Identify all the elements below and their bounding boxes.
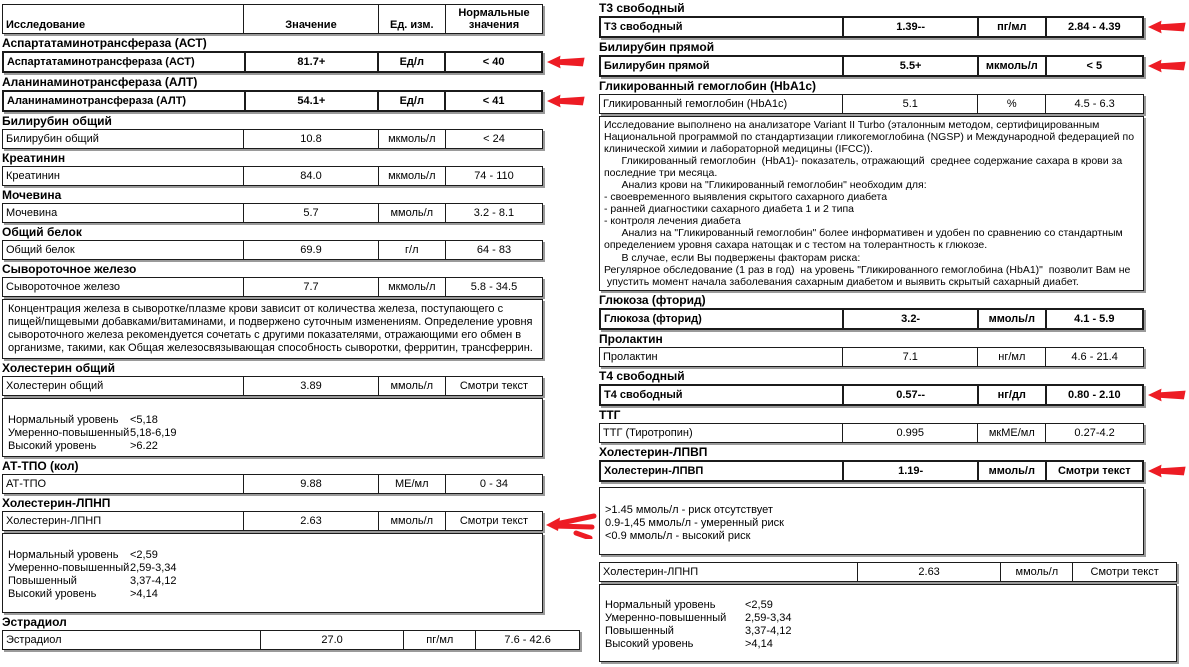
test-name: Билирубин общий	[6, 133, 99, 145]
level-label: Умеренно-повышенный	[8, 427, 130, 439]
level-value: >4,14	[745, 637, 773, 650]
section-title: Билирубин общий	[2, 114, 112, 128]
test-value: 7.1	[842, 348, 977, 366]
test-unit: ммоль/л	[977, 310, 1045, 328]
result-row	[2, 166, 543, 186]
section-title: Холестерин общий	[2, 361, 115, 375]
level-label: Повышенный	[605, 624, 674, 637]
section-title: Т3 свободный	[599, 1, 685, 15]
test-name: Сывороточное железо	[6, 281, 121, 293]
note-line: - ранней диагностики сахарного диабета 1 и 2 типа	[604, 203, 854, 216]
test-unit: ммоль/л	[378, 377, 445, 395]
section-title: Креатинин	[2, 151, 66, 165]
level-line	[8, 440, 537, 453]
section-title: Холестерин-ЛПНП	[2, 496, 111, 510]
test-range: < 24	[445, 130, 542, 148]
level-label: Умеренно-повышенный	[605, 611, 727, 624]
abnormal-flag-arrow-icon	[546, 55, 586, 69]
test-value: 54.1+	[244, 92, 378, 110]
level-label: Высокий уровень	[8, 440, 97, 452]
section-title: Билирубин прямой	[599, 40, 715, 54]
test-value: 1.39--	[842, 18, 977, 36]
test-value: 1.19-	[842, 462, 977, 480]
test-value: 5.5+	[842, 57, 977, 75]
test-value: 9.88	[243, 475, 377, 493]
level-label: Высокий уровень	[605, 637, 694, 650]
test-name: Креатинин	[6, 170, 60, 182]
test-name: Холестерин-ЛПНП	[6, 515, 102, 527]
result-row	[2, 376, 543, 396]
section-title: Аланинаминотрансфераза (АЛТ)	[2, 75, 198, 89]
test-value: 2.63	[857, 563, 1000, 581]
result-row	[2, 240, 543, 260]
note-line: Анализ на "Гликированный гемоглобин" более информативен и удобен по сравнению со стандартным	[604, 227, 1123, 240]
level-label: Нормальный уровень	[605, 598, 716, 611]
test-unit: мкмоль/л	[378, 278, 445, 296]
level-line	[605, 599, 1171, 612]
level-label: Высокий уровень	[8, 588, 97, 600]
test-name: АТ-ТПО	[6, 478, 47, 490]
level-line	[605, 625, 1171, 638]
note-box	[599, 487, 1144, 555]
section-title: АТ-ТПО (кол)	[2, 459, 79, 473]
level-line	[8, 562, 537, 575]
note-line: - контроля лечения диабета	[604, 215, 741, 228]
test-unit: %	[977, 95, 1045, 113]
abnormal-flag-arrow-icon	[544, 511, 598, 539]
note-box	[599, 584, 1177, 662]
level-line	[8, 427, 537, 440]
result-row	[2, 129, 543, 149]
abnormal-flag-arrow-icon	[546, 94, 586, 108]
section-title: Холестерин-ЛПВП	[599, 444, 708, 459]
test-value: 0.995	[842, 424, 977, 442]
test-range: 5.8 - 34.5	[445, 278, 542, 296]
test-unit: пг/мл	[977, 18, 1045, 36]
note-line: <0.9 ммоль/л - высокий риск	[605, 529, 751, 542]
level-value: 3,37-4,12	[130, 575, 177, 587]
section-title: Пролактин	[599, 331, 663, 346]
result-row	[599, 423, 1144, 443]
test-name: Т3 свободный	[604, 21, 683, 33]
test-unit: мкмоль/л	[977, 57, 1045, 75]
test-name: Мочевина	[6, 207, 58, 219]
note-line: организме, такими, как Общая железосвязывающая способность сыворотки, ферритин, трансферрин.	[8, 342, 533, 354]
test-range: < 40	[444, 53, 541, 71]
note-line: В случае, если Вы подвержены факторам риска:	[604, 251, 861, 264]
level-line	[605, 638, 1171, 651]
test-range: 0 - 34	[445, 475, 542, 493]
test-unit: ммоль/л	[378, 512, 445, 530]
result-row	[2, 51, 543, 73]
note-line: - своевременного выявления скрытого сахарного диабета	[604, 191, 888, 204]
note-box	[2, 299, 543, 359]
test-value: 5.1	[842, 95, 977, 113]
test-name: Эстрадиол	[6, 634, 62, 646]
test-value: 7.7	[243, 278, 377, 296]
level-value: >4,14	[130, 588, 158, 600]
result-row	[2, 277, 543, 297]
test-value: 27.0	[260, 631, 403, 649]
test-range: 4.1 - 5.9	[1045, 310, 1142, 328]
test-value: 3.2-	[842, 310, 977, 328]
section-title: Глюкоза (фторид)	[599, 292, 706, 307]
section-title: ТТГ	[599, 407, 621, 422]
section-title: Эстрадиол	[2, 615, 67, 629]
result-row	[599, 347, 1144, 367]
note-line: последние три месяца.	[604, 167, 718, 180]
result-row	[599, 55, 1144, 77]
note-line: Гликированный гемоглобин (HbA1)- показатель, отражающий среднее содержание сахара в крови за	[604, 155, 1123, 168]
note-line: клинической химии и лабораторной медицины (IFCC)).	[604, 143, 873, 156]
note-line: сывороточного железа рекомендуется сочетать с другими показателями, отражающими его обмен в	[8, 329, 522, 341]
test-name: Пролактин	[603, 350, 658, 363]
test-value: 81.7+	[244, 53, 378, 71]
lab-report-left-column	[2, 0, 594, 652]
note-line: Анализ крови на "Гликированный гемоглобин" необходим для:	[604, 179, 927, 192]
test-name: Аспартатаминотрансфераза (АСТ)	[7, 56, 195, 68]
note-line: пищей/пищевыми добавками/витаминами, и подвержено суточным изменениям. Определение уровня	[8, 316, 533, 328]
result-row	[599, 94, 1144, 114]
level-label: Нормальный уровень	[8, 414, 119, 426]
test-value: 5.7	[243, 204, 377, 222]
section-title: Аспартатаминотрансфераза (АСТ)	[2, 36, 207, 50]
level-line	[8, 588, 537, 601]
test-range: 7.6 - 42.6	[475, 631, 579, 649]
abnormal-flag-arrow-icon	[1147, 464, 1187, 478]
level-value: <2,59	[745, 598, 773, 611]
test-name: Холестерин-ЛПВП	[604, 464, 704, 477]
result-row	[599, 460, 1144, 482]
test-unit: пг/мл	[403, 631, 475, 649]
section-title: Мочевина	[2, 188, 62, 202]
header-col-value: Значение	[243, 5, 377, 33]
level-line	[8, 575, 537, 588]
test-name: Холестерин общий	[6, 380, 104, 392]
test-name: Холестерин-ЛПНП	[603, 565, 699, 578]
note-box	[2, 533, 543, 613]
test-value: 0.57--	[842, 386, 977, 404]
section-title: Т4 свободный	[599, 368, 685, 383]
result-row	[599, 308, 1144, 330]
test-unit: ммоль/л	[1000, 563, 1072, 581]
note-line: Концентрация железа в сыворотке/плазме крови зависит от количества железа, поступающего с	[8, 303, 504, 315]
section-title: Общий белок	[2, 225, 82, 239]
lab-report-right-column	[599, 0, 1189, 664]
test-range: < 41	[444, 92, 541, 110]
test-range: 0.27-4.2	[1045, 424, 1143, 442]
test-name: ТТГ (Тиротропин)	[603, 426, 693, 439]
result-row	[599, 562, 1177, 582]
abnormal-flag-arrow-icon	[1147, 59, 1187, 73]
level-label: Повышенный	[8, 575, 77, 587]
note-box	[2, 398, 543, 457]
note-line: определением уровня сахара натощак и с тестом на толерантность к глюкозе.	[604, 239, 988, 252]
level-value: 2,59-3,34	[130, 562, 177, 574]
header-col-test: Исследование	[6, 19, 86, 31]
abnormal-flag-arrow-icon	[1147, 388, 1187, 402]
test-unit: нг/мл	[977, 348, 1045, 366]
test-name: Билирубин прямой	[604, 60, 710, 72]
test-unit: ммоль/л	[977, 462, 1045, 480]
test-range: < 5	[1045, 57, 1142, 75]
level-label: Умеренно-повышенный	[8, 562, 130, 574]
test-name: Аланинаминотрансфераза (АЛТ)	[7, 95, 187, 107]
note-line: Регулярное обследование (1 раз в год) на уровень "Гликированного гемоглобина (HbA1)" позволит Вам не	[604, 263, 1131, 276]
test-value: 10.8	[243, 130, 377, 148]
level-value: 3,37-4,12	[745, 624, 792, 637]
test-unit: Ед/л	[377, 92, 444, 110]
test-range: 3.2 - 8.1	[445, 204, 542, 222]
note-line: упустить момент начала заболевания сахарным диабетом и выявить скрытый сахарный диабет.	[604, 275, 1079, 288]
level-value: <2,59	[130, 549, 158, 561]
test-range: 4.5 - 6.3	[1045, 95, 1143, 113]
note-line: >1.45 ммоль/л - риск отсутствует	[605, 503, 773, 516]
level-value: >6.22	[130, 440, 158, 452]
test-name: Гликированный гемоглобин (HbA1c)	[603, 98, 788, 110]
note-box	[599, 116, 1144, 291]
abnormal-flag-arrow-icon	[1147, 20, 1187, 34]
test-range: Смотри текст	[1045, 462, 1142, 480]
level-label: Нормальный уровень	[8, 549, 119, 561]
level-value: 5,18-6,19	[130, 427, 177, 439]
note-line: 0.9-1,45 ммоль/л - умеренный риск	[605, 516, 784, 529]
test-range: 64 - 83	[445, 241, 542, 259]
test-name: Общий белок	[6, 244, 75, 256]
level-value: <5,18	[130, 414, 158, 426]
test-value: 69.9	[243, 241, 377, 259]
test-range: 2.84 - 4.39	[1045, 18, 1142, 36]
level-value: 2,59-3,34	[745, 611, 792, 624]
test-range: Смотри текст	[1072, 563, 1176, 581]
result-row	[2, 203, 543, 223]
result-row	[2, 511, 543, 531]
test-name: Т4 свободный	[604, 388, 683, 401]
test-range: 0.80 - 2.10	[1045, 386, 1142, 404]
result-row	[2, 474, 543, 494]
test-value: 3.89	[243, 377, 377, 395]
result-row	[2, 630, 580, 650]
test-range: Смотри текст	[445, 512, 542, 530]
section-title: Сывороточное железо	[2, 262, 137, 276]
level-line	[8, 414, 537, 427]
level-line	[605, 612, 1171, 625]
section-title: Гликированный гемоглобин (HbA1c)	[599, 79, 817, 93]
results-table-header-row	[2, 4, 543, 34]
test-unit: Ед/л	[377, 53, 444, 71]
test-name: Глюкоза (фторид)	[604, 312, 702, 325]
test-unit: мкМЕ/мл	[977, 424, 1045, 442]
test-unit: мкмоль/л	[378, 130, 445, 148]
test-value: 2.63	[243, 512, 377, 530]
test-unit: ммоль/л	[378, 204, 445, 222]
test-range: 4.6 - 21.4	[1045, 348, 1143, 366]
test-unit: МЕ/мл	[378, 475, 445, 493]
test-unit: мкмоль/л	[378, 167, 445, 185]
result-row	[2, 90, 543, 112]
header-col-unit: Ед. изм.	[378, 5, 445, 33]
test-unit: г/л	[378, 241, 445, 259]
test-value: 84.0	[243, 167, 377, 185]
note-line: Национальной программой по стандартизации гликогемоглобина (NGSP) и Международной федерацией по	[604, 131, 1135, 144]
note-line: Исследование выполнено на анализаторе Variant II Turbo (эталонным методом, сертифицированным	[604, 119, 1100, 131]
test-unit: нг/дл	[977, 386, 1045, 404]
test-range: Смотри текст	[445, 377, 542, 395]
header-col-range: Нормальные значения	[445, 5, 542, 33]
result-row	[599, 384, 1144, 406]
level-line	[8, 549, 537, 562]
test-range: 74 - 110	[445, 167, 542, 185]
result-row	[599, 16, 1144, 38]
